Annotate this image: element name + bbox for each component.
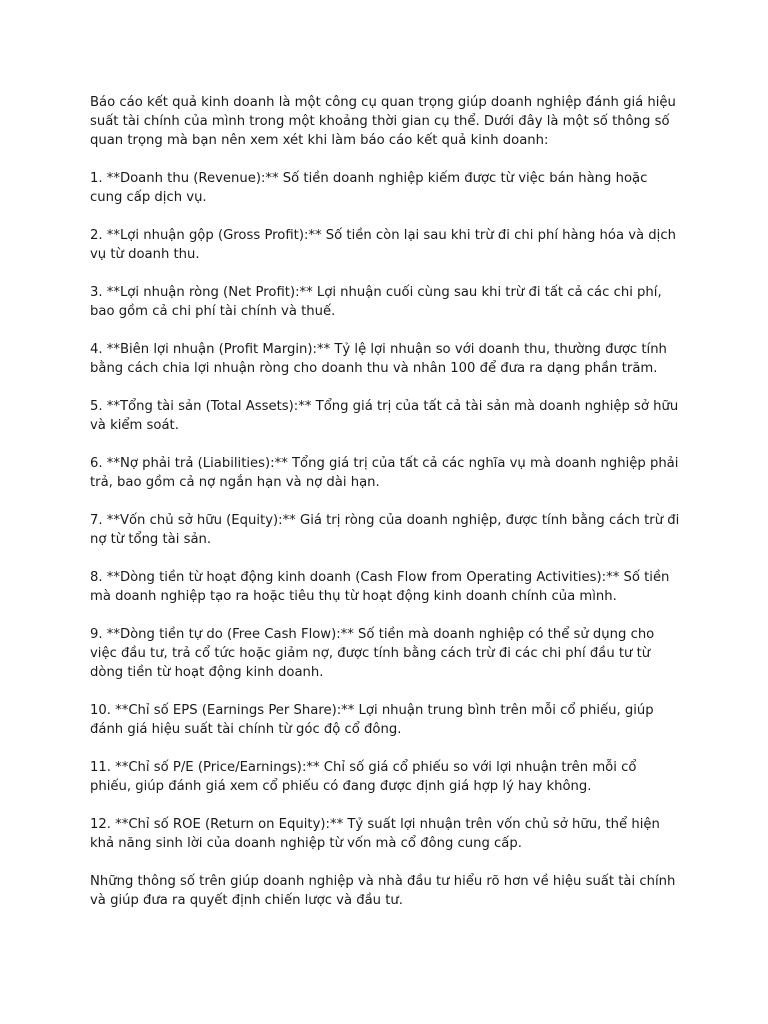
list-item-gross-profit: 2. **Lợi nhuận gộp (Gross Profit):** Số tiền còn lại sau khi trừ đi chi phí hàng hóa và dịch vụ từ doanh thu. xyxy=(90,228,676,262)
document-page xyxy=(90,93,680,929)
list-item-pe: 11. **Chỉ số P/E (Price/Earnings):** Chỉ số giá cổ phiếu so với lợi nhuận trên mỗi cổ phiếu, giúp đánh giá xem cổ phiếu có đang được định giá hợp lý hay không. xyxy=(90,760,637,794)
list-item-operating-cash-flow: 8. **Dòng tiền từ hoạt động kinh doanh (Cash Flow from Operating Activities):** Số tiền mà doanh nghiệp tạo ra hoặc tiêu thụ từ hoạt động kinh doanh chính của mình. xyxy=(90,570,670,604)
list-item-roe: 12. **Chỉ số ROE (Return on Equity):** Tỷ suất lợi nhuận trên vốn chủ sở hữu, thể hiện khả năng sinh lời của doanh nghiệp từ vốn mà cổ đông cung cấp. xyxy=(90,817,660,851)
list-item-total-assets: 5. **Tổng tài sản (Total Assets):** Tổng giá trị của tất cả tài sản mà doanh nghiệp sở hữu và kiểm soát. xyxy=(90,399,679,433)
list-item-eps: 10. **Chỉ số EPS (Earnings Per Share):** Lợi nhuận trung bình trên mỗi cổ phiếu, giúp đánh giá hiệu suất tài chính từ góc độ cổ đông. xyxy=(90,703,654,737)
list-item-free-cash-flow: 9. **Dòng tiền tự do (Free Cash Flow):** Số tiền mà doanh nghiệp có thể sử dụng cho việc đầu tư, trả cổ tức hoặc giảm nợ, được tính bằng cách trừ đi các chi phí đầu tư từ dòng tiền từ hoạt động kinh doanh. xyxy=(90,627,655,680)
list-item-profit-margin: 4. **Biên lợi nhuận (Profit Margin):** Tỷ lệ lợi nhuận so với doanh thu, thường được tính bằng cách chia lợi nhuận ròng cho doanh thu và nhân 100 để đưa ra dạng phần trăm. xyxy=(90,342,667,376)
conclusion-paragraph: Những thông số trên giúp doanh nghiệp và nhà đầu tư hiểu rõ hơn về hiệu suất tài chính và giúp đưa ra quyết định chiến lược và đầu tư. xyxy=(90,874,676,908)
list-item-liabilities: 6. **Nợ phải trả (Liabilities):** Tổng giá trị của tất cả các nghĩa vụ mà doanh nghiệp phải trả, bao gồm cả nợ ngắn hạn và nợ dài hạn. xyxy=(90,456,679,490)
intro-paragraph: Báo cáo kết quả kinh doanh là một công cụ quan trọng giúp doanh nghiệp đánh giá hiệu suất tài chính của mình trong một khoảng thời gian cụ thể. Dưới đây là một số thông số quan trọng mà bạn nên xem xét khi làm báo cáo kết quả kinh doanh: xyxy=(90,95,676,148)
list-item-net-profit: 3. **Lợi nhuận ròng (Net Profit):** Lợi nhuận cuối cùng sau khi trừ đi tất cả các chi phí, bao gồm cả chi phí tài chính và thuế. xyxy=(90,285,662,319)
list-item-equity: 7. **Vốn chủ sở hữu (Equity):** Giá trị ròng của doanh nghiệp, được tính bằng cách trừ đi nợ từ tổng tài sản. xyxy=(90,513,680,547)
list-item-revenue: 1. **Doanh thu (Revenue):** Số tiền doanh nghiệp kiếm được từ việc bán hàng hoặc cung cấp dịch vụ. xyxy=(90,171,648,205)
